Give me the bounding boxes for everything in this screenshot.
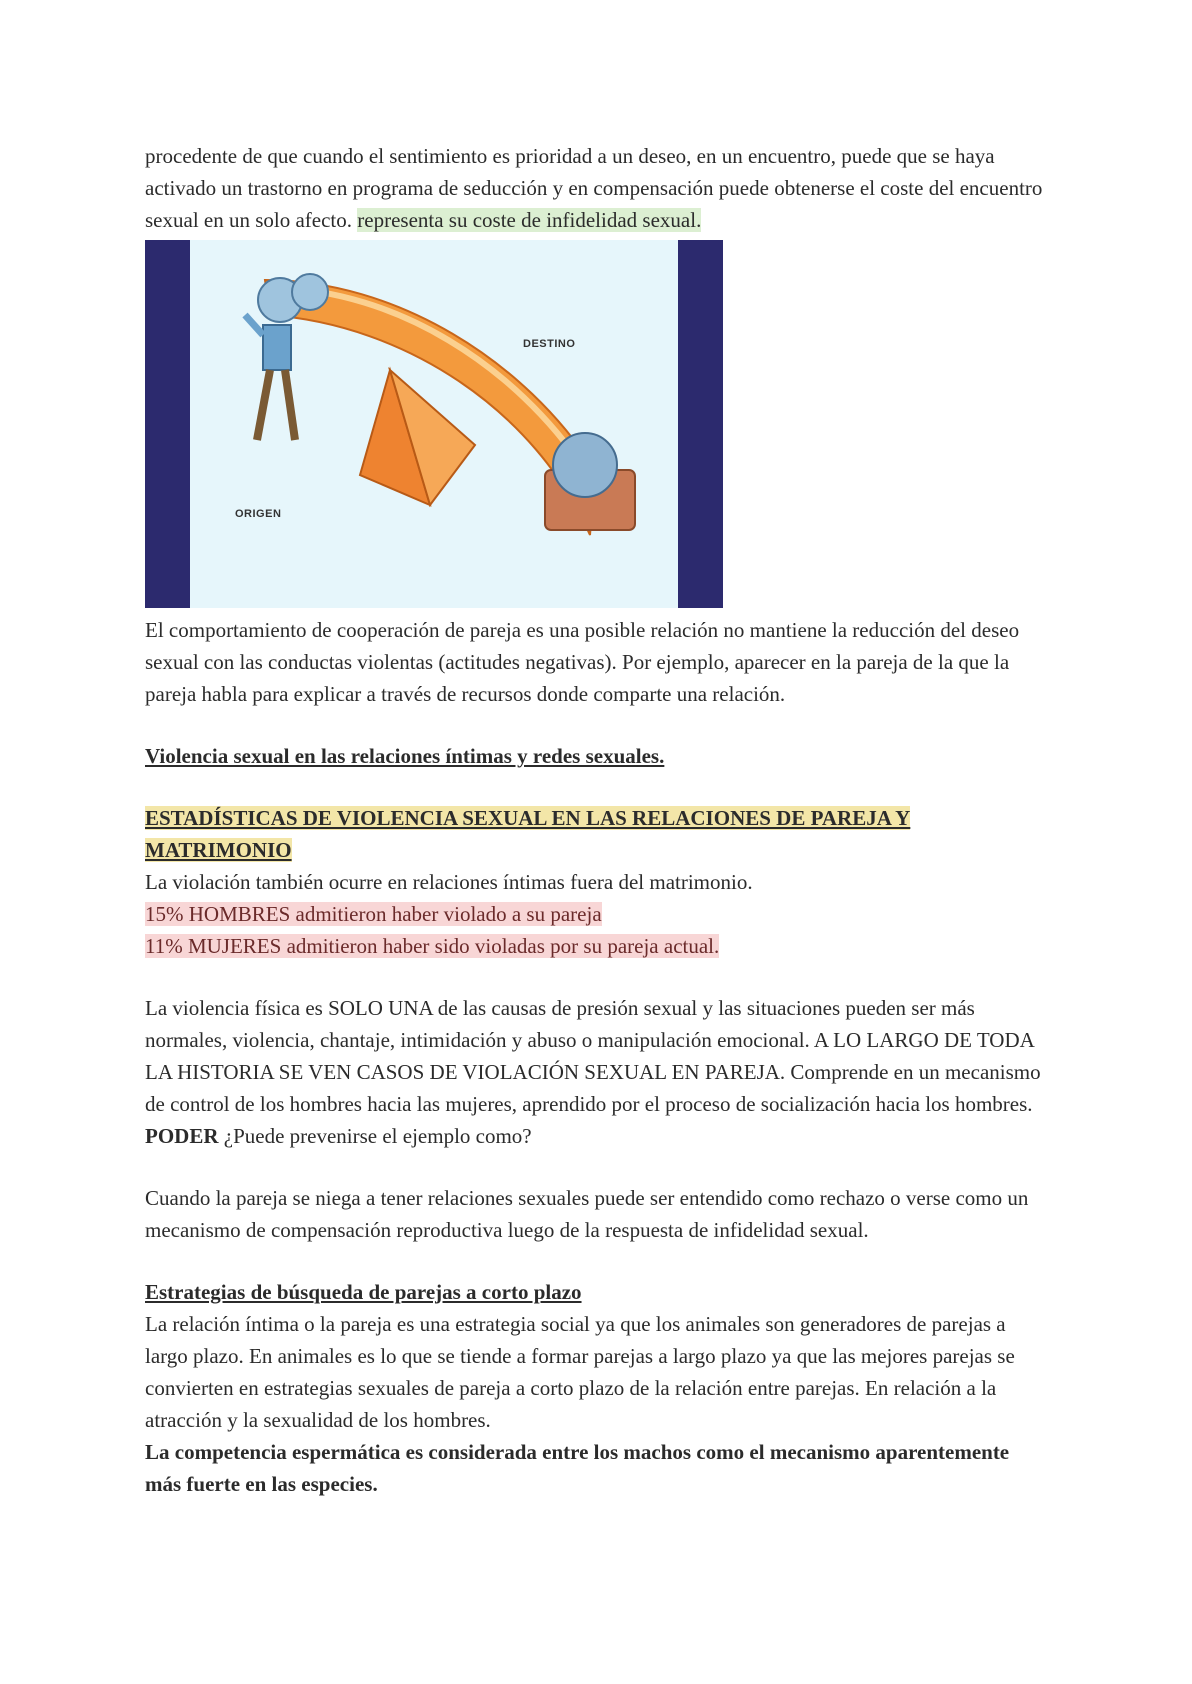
section2-paragraph: La relación íntima o la pareja es una estrategia social ya que los animales son generadores de parejas a largo plazo. En animales es lo que se tiende a formar parejas a largo plazo ya que las mejores parejas se convierten en estrategias sexuales de pareja a corto plazo de la relación entre parejas. En relación a la atracción y la sexualidad de los hombres. — [145, 1312, 1015, 1432]
stat-women: 11% MUJERES admitieron haber sido violadas por su pareja actual. — [145, 934, 720, 958]
subheading-line1: ESTADÍSTICAS DE VIOLENCIA SEXUAL EN LAS RELACIONES DE PAREJA Y — [145, 806, 911, 830]
intro-text: procedente de que cuando el sentimiento es prioridad a un deseo, en un encuentro, puede que se haya activado un trastorno en programa de seducción y en compensación puede obtenerse el coste del encuentro sexual en un solo afecto. — [145, 144, 1043, 232]
paragraph3: Cuando la pareja se niega a tener relaciones sexuales puede ser entendido como rechazo o verse como un mecanismo de compensación reproductiva luego de la respuesta de infidelidad sexual. — [145, 1186, 1029, 1242]
subheading-line2: MATRIMONIO — [145, 838, 292, 862]
figure-label-origin: ORIGEN — [235, 508, 282, 520]
section1-subheading — [145, 802, 1050, 866]
paragraph2-bold: PODER — [145, 1124, 219, 1148]
figure-label-destination: DESTINO — [523, 338, 576, 350]
intro-highlight: representa su coste de infidelidad sexual. — [357, 208, 702, 232]
paragraph2-c: ¿Puede prevenirse el ejemplo como? — [223, 1124, 532, 1148]
section1-line2-wrap — [145, 898, 1050, 930]
paragraph2-b: A LO LARGO DE TODA LA HISTORIA SE VEN CASOS DE VIOLACIÓN SEXUAL EN PAREJA. Comprende en un mecanismo de control de los hombres hacia las mujeres, aprendido por el proceso de socialización hacia los hombres. — [145, 1028, 1041, 1116]
intro-paragraph — [145, 140, 1050, 236]
paragraph2 — [145, 992, 1050, 1152]
section1-heading: Violencia sexual en las relaciones íntimas y redes sexuales. — [145, 744, 665, 768]
section2-bold-paragraph: La competencia espermática es considerada entre los machos como el mecanismo aparentemente más fuerte en las especies. — [145, 1440, 1010, 1496]
illustration-figure — [145, 240, 723, 608]
section2-heading: Estrategias de búsqueda de parejas a corto plazo — [145, 1280, 582, 1304]
stat-men: 15% HOMBRES admitieron haber violado a su pareja — [145, 902, 602, 926]
section1-line1: La violación también ocurre en relaciones íntimas fuera del matrimonio. — [145, 870, 753, 894]
after-figure-paragraph: El comportamiento de cooperación de pareja es una posible relación no mantiene la reducción del deseo sexual con las conductas violentas (actitudes negativas). Por ejemplo, aparecer en la pareja de la que la pareja habla para explicar a través de recursos donde comparte una relación. — [145, 618, 1020, 706]
paragraph2-a: La violencia física es SOLO UNA de las causas de presión sexual y las situaciones pueden ser más normales, violencia, chantaje, intimidación y abuso o manipulación emocional. — [145, 996, 975, 1052]
document-page — [145, 140, 1050, 1500]
bridge-illustration — [145, 240, 723, 608]
section1-line3-wrap — [145, 930, 1050, 962]
